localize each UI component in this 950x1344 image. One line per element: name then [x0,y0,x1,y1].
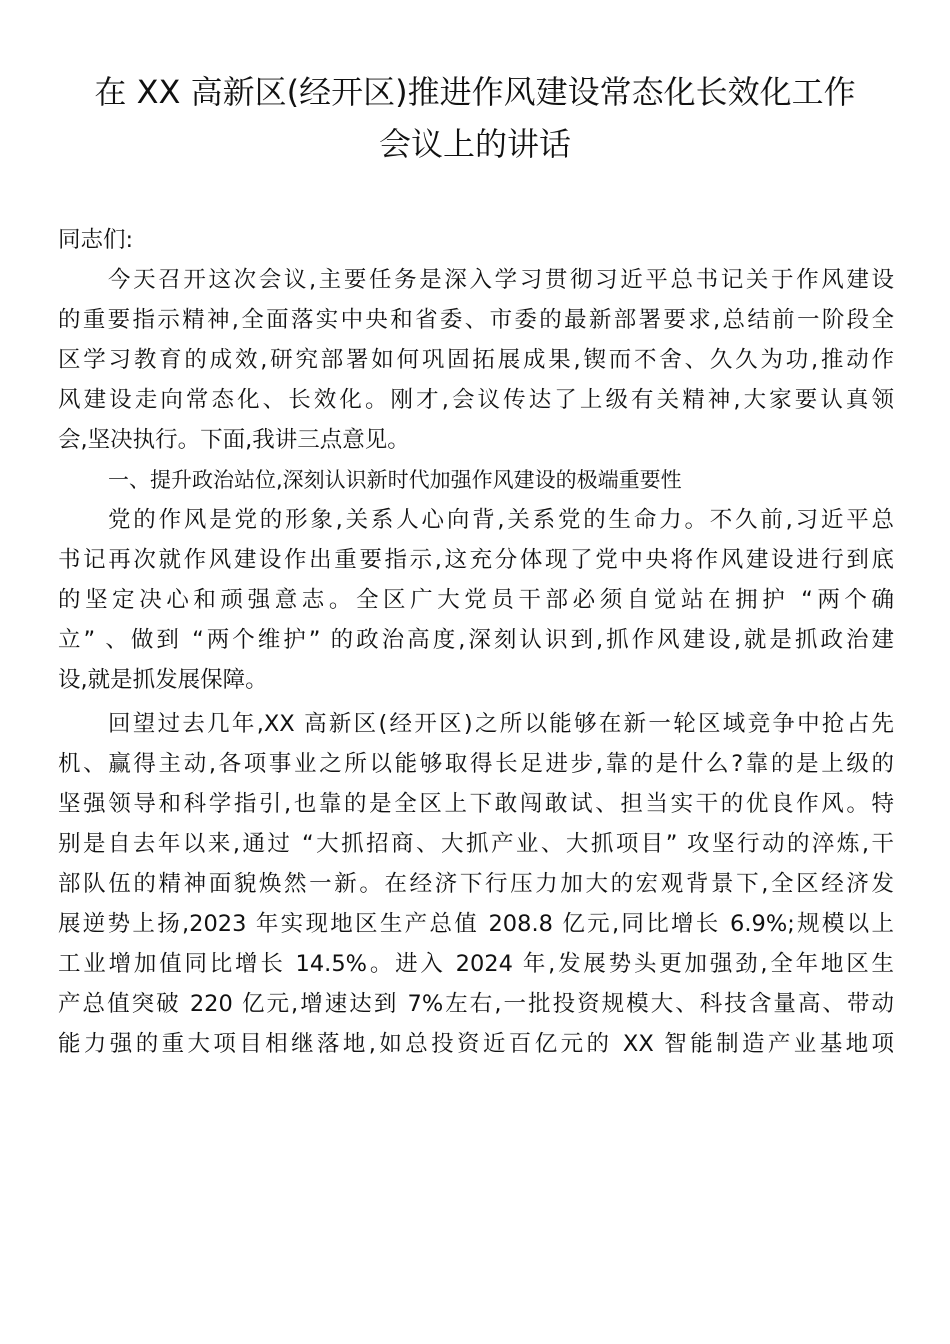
paragraph-section1-b [58,704,894,1064]
document-body [58,220,894,1064]
paragraph-line: 区学习教育的成效,研究部署如何巩固拓展成果,锲而不舍、久久为功,推动作 [58,347,894,373]
document-title [40,66,910,170]
paragraph-line: 的重要指示精神,全面落实中央和省委、市委的最新部署要求,总结前一阶段全 [58,307,894,333]
paragraph-line: 党的作风是党的形象,关系人心向背,关系党的生命力。不久前,习近平总 [108,507,894,533]
paragraph-line: 机、赢得主动,各项事业之所以能够取得长足进步,靠的是什么?靠的是上级的 [58,751,894,777]
paragraph-intro [58,260,894,460]
title-line-2: 会议上的讲话 [378,125,571,163]
paragraph-line: 展逆势上扬,2023 年实现地区生产总值 208.8 亿元,同比增长 6.9%;规模以上 [58,911,894,937]
paragraph-line: 回望过去几年,XX 高新区(经开区)之所以能够在新一轮区域竞争中抢占先 [108,711,894,737]
paragraph-line: 产总值突破 220 亿元,增速达到 7%左右,一批投资规模大、科技含量高、带动 [58,991,894,1017]
title-line-1: 在 XX 高新区(经开区)推进作风建设常态化长效化工作 [94,73,856,111]
paragraph-line: 设,就是抓发展保障。 [58,667,268,693]
paragraph-line: 书记再次就作风建设作出重要指示,这充分体现了党中央将作风建设进行到底 [58,547,894,573]
section-heading-1: 一、提升政治站位,深刻认识新时代加强作风建设的极端重要性 [108,468,682,492]
paragraph-line: 能力强的重大项目相继落地,如总投资近百亿元的 XX 智能制造产业基地项 [58,1031,894,1057]
paragraph-line: 工业增加值同比增长 14.5%。进入 2024 年,发展势头更加强劲,全年地区生 [58,951,894,977]
paragraph-line: 部队伍的精神面貌焕然一新。在经济下行压力加大的宏观背景下,全区经济发 [58,871,894,897]
paragraph-line: 坚强领导和科学指引,也靠的是全区上下敢闯敢试、担当实干的优良作风。特 [58,791,894,817]
paragraph-line: 别是自去年以来,通过 “大抓招商、大抓产业、大抓项目” 攻坚行动的淬炼,干 [58,831,894,857]
paragraph-line: 会,坚决执行。下面,我讲三点意见。 [58,427,410,453]
paragraph-line: 今天召开这次会议,主要任务是深入学习贯彻习近平总书记关于作风建设 [108,267,894,293]
paragraph-line: 的坚定决心和顽强意志。全区广大党员干部必须自觉站在拥护 “两个确 [58,587,894,613]
paragraph-section1-a [58,500,894,700]
salutation: 同志们: [58,227,134,253]
paragraph-line: 风建设走向常态化、长效化。刚才,会议传达了上级有关精神,大家要认真领 [58,387,894,413]
paragraph-line: 立” 、做到 “两个维护” 的政治高度,深刻认识到,抓作风建设,就是抓政治建 [58,627,894,653]
